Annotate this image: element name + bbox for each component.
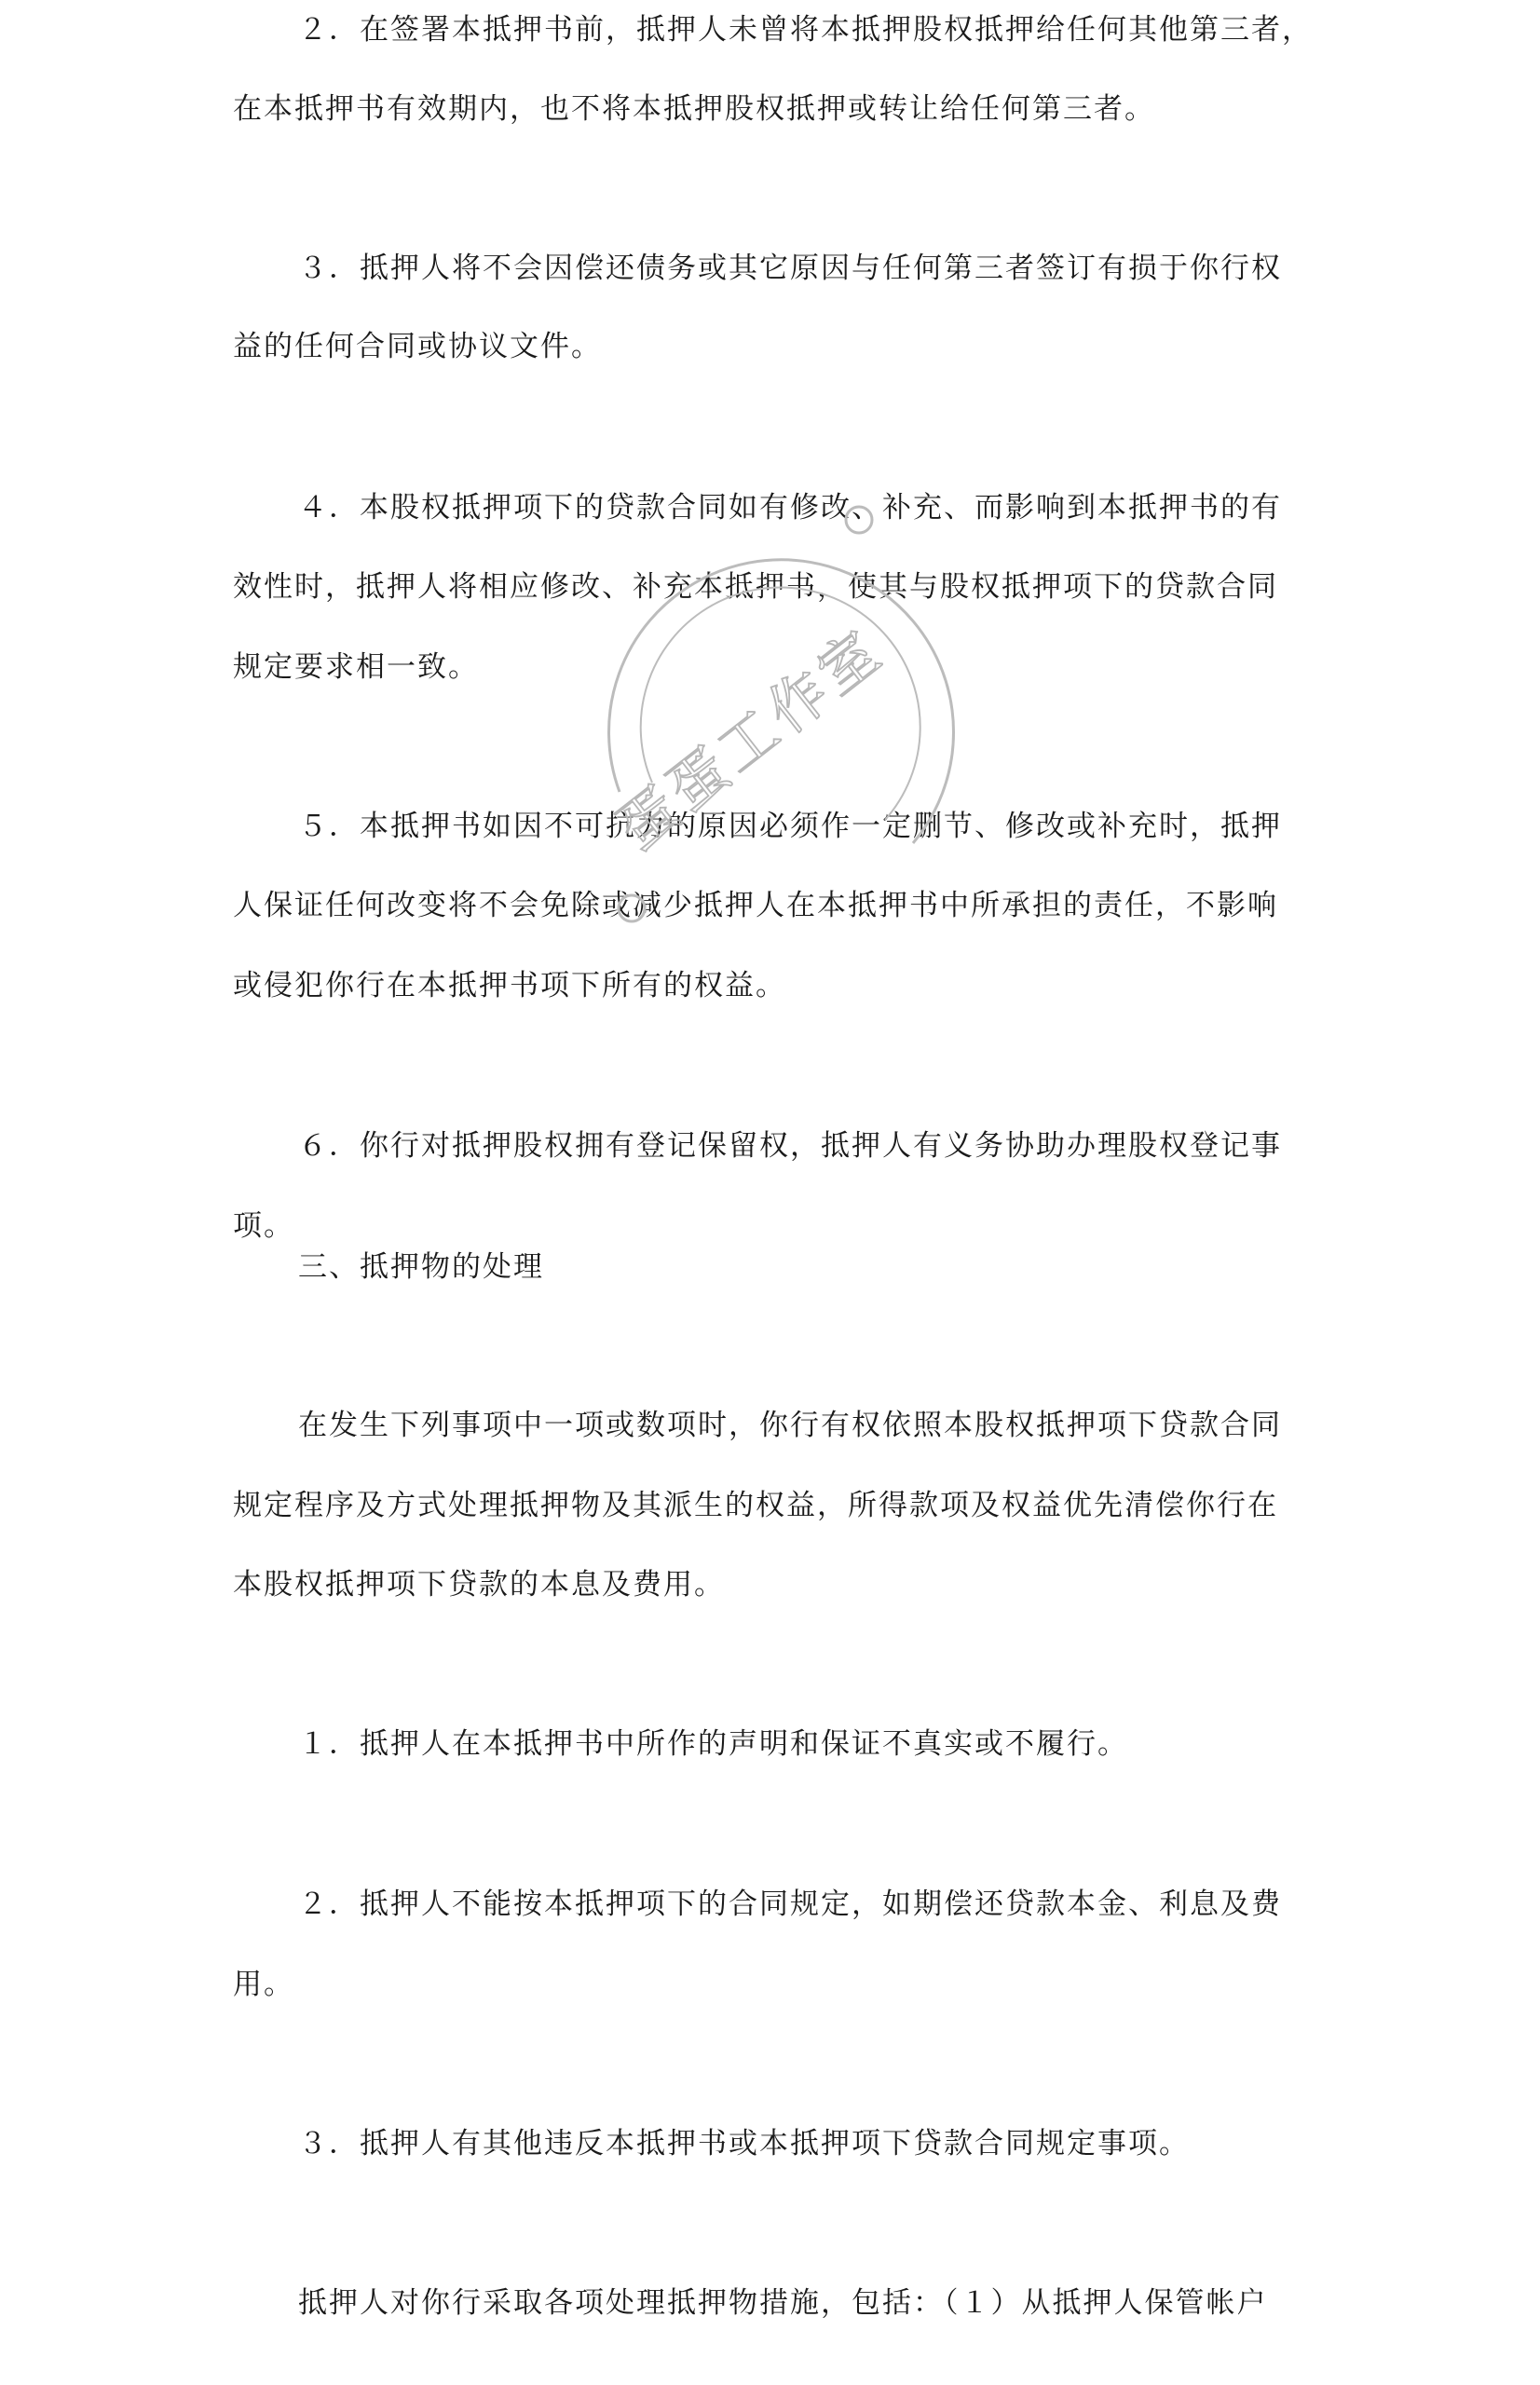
text-line: 效性时，抵押人将相应修改、补充本抵押书，使其与股权抵押项下的贷款合同 bbox=[233, 570, 1278, 604]
watermark-stamp bbox=[578, 484, 988, 950]
text-line: 或侵犯你行在本抵押书项下所有的权益。 bbox=[233, 969, 786, 1002]
watermark-text: 蛋蛋工作室 bbox=[605, 614, 897, 864]
text-line: 规定程序及方式处理抵押物及其派生的权益，所得款项及权益优先清偿你行在 bbox=[233, 1489, 1278, 1522]
text-line: ６．你行对抵押股权拥有登记保留权，抵押人有义务协助办理股权登记事 bbox=[298, 1129, 1282, 1163]
text-line: ３．抵押人将不会因偿还债务或其它原因与任何第三者签订有损于你行权 bbox=[298, 252, 1282, 285]
text-line: ４．本股权抵押项下的贷款合同如有修改、补充、而影响到本抵押书的有 bbox=[298, 491, 1282, 525]
section-heading: 三、抵押物的处理 bbox=[298, 1250, 544, 1284]
text-line: 项。 bbox=[233, 1209, 294, 1243]
text-line: ５．本抵押书如因不可抗力的原因必须作一定删节、修改或补充时，抵押 bbox=[298, 810, 1282, 843]
text-line: 用。 bbox=[233, 1968, 294, 2001]
text-line: 在发生下列事项中一项或数项时，你行有权依照本股权抵押项下贷款合同 bbox=[298, 1409, 1282, 1442]
text-line: 在本抵押书有效期内，也不将本抵押股权抵押或转让给任何第三者。 bbox=[233, 92, 1155, 126]
text-line: 抵押人对你行采取各项处理抵押物措施，包括：（１）从抵押人保管帐户 bbox=[298, 2286, 1268, 2320]
text-line: 人保证任何改变将不会免除或减少抵押人在本抵押书中所承担的责任，不影响 bbox=[233, 889, 1278, 922]
text-line: 规定要求相一致。 bbox=[233, 650, 479, 684]
text-line: ２．抵押人不能按本抵押项下的合同规定，如期偿还贷款本金、利息及费 bbox=[298, 1888, 1282, 1921]
text-line: ３．抵押人有其他违反本抵押书或本抵押项下贷款合同规定事项。 bbox=[298, 2127, 1190, 2160]
text-line: 本股权抵押项下贷款的本息及费用。 bbox=[233, 1568, 725, 1601]
text-line: １．抵押人在本抵押书中所作的声明和保证不真实或不履行。 bbox=[298, 1727, 1128, 1761]
text-line: ２．在签署本抵押书前，抵押人未曾将本抵押股权抵押给任何其他第三者， bbox=[298, 13, 1313, 47]
text-line: 益的任何合同或协议文件。 bbox=[233, 330, 602, 363]
